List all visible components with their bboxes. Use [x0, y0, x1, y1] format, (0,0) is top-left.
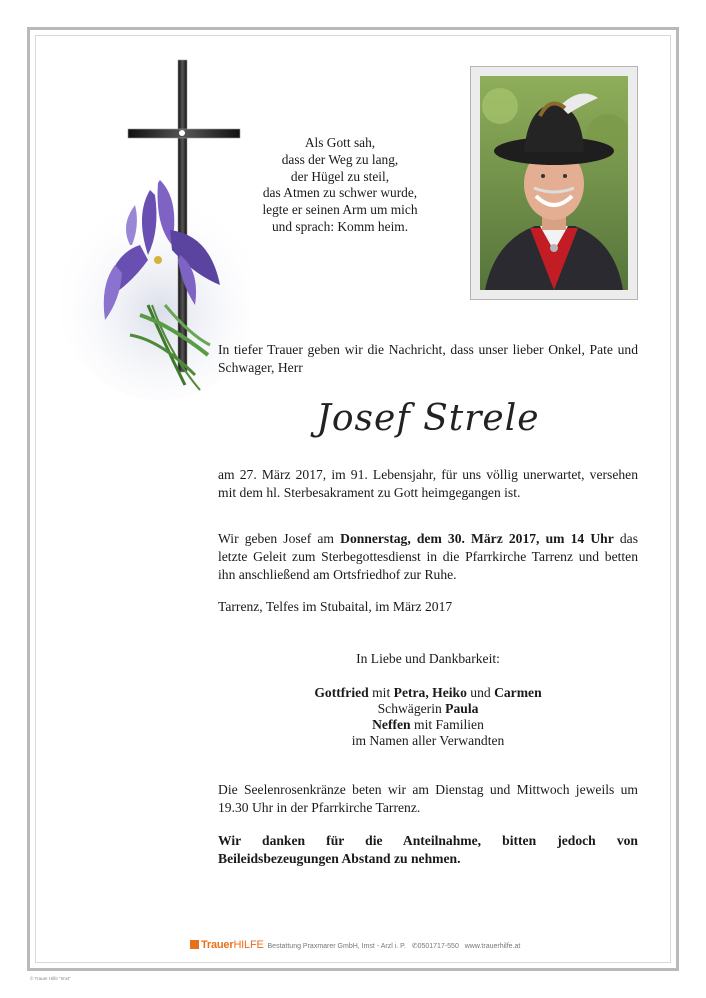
poem-line: und sprach: Komm heim. — [271, 218, 409, 234]
thanks-notice: Wir danken für die Anteilnahme, bitten jedoch von Beileidsbezeugungen Abstand zu nehmen. — [218, 833, 638, 866]
footer-phone: ✆0501717-550 — [411, 943, 459, 950]
funeral-date: Donnerstag, dem 30. März 2017, um 14 Uhr — [340, 531, 614, 546]
mourner-name: Gottfried — [314, 685, 369, 700]
portrait-photo-frame — [470, 66, 638, 300]
footer-website[interactable]: www.trauerhilfe.at — [464, 943, 521, 950]
footer — [190, 939, 520, 953]
trauerhilfe-logo — [190, 939, 264, 951]
mourner-name: Petra, Heiko — [393, 685, 467, 700]
mourner-name: Neffen — [372, 717, 411, 732]
copyright: © Trauer Hilfe "Imst" — [30, 976, 71, 981]
poem-line: das Atmen zu schwer wurde, — [262, 185, 418, 201]
funeral-text: das letzte Geleit zum Sterbegottesdienst in die Pfarrkirche Tarrenz und betten ihn anschließend am Ortsfriedhof zur Ruhe. — [218, 531, 638, 582]
mourner-text: und — [466, 685, 495, 700]
deceased-name — [218, 388, 638, 448]
mourner-name: Paula — [445, 701, 479, 716]
portrait-photo — [480, 76, 628, 290]
poem-line: Als Gott sah, — [304, 135, 376, 150]
poem-line: dass der Weg zu lang, — [281, 151, 399, 167]
footer-company: Bestattung Praxmarer GmbH, Imst - Arzl i. P. — [267, 943, 406, 950]
rosary-notice: Die Seelenrosenkränze beten wir am Dienstag und Mittwoch jeweils um 19.30 Uhr in der Pfarrkirche Tarrenz. — [218, 782, 638, 815]
poem-line: legte er seinen Arm um mich — [262, 202, 418, 218]
funeral-notice — [218, 530, 638, 584]
death-notice: am 27. März 2017, im 91. Lebensjahr, für uns völlig unerwartet, versehen mit dem hl. Sterbesakrament zu Gott heimgegangen ist. — [218, 467, 638, 500]
place-date: Tarrenz, Telfes im Stubaital, im März 2017 — [218, 599, 453, 614]
poem-line: der Hügel zu steil, — [290, 168, 390, 184]
deceased-name-text: Josef Strele — [316, 398, 540, 439]
mourner-text: mit Familien — [410, 717, 484, 732]
mourners-line: im Namen aller Verwandten — [351, 733, 505, 748]
mourner-text: Schwägerin — [377, 701, 446, 716]
mourner-text: mit — [368, 685, 394, 700]
logo-text: HILFE — [233, 939, 264, 951]
logo-text: Trauer — [201, 939, 234, 951]
mourner-name: Carmen — [494, 685, 542, 700]
intro-text: In tiefer Trauer geben wir die Nachricht, dass unser lieber Onkel, Pate und Schwager, Herr — [218, 342, 638, 375]
funeral-text: Wir geben Josef am — [218, 531, 341, 546]
cross-sparkle — [179, 130, 185, 136]
logo-icon — [190, 940, 199, 949]
mourners-heading: In Liebe und Dankbarkeit: — [356, 651, 500, 666]
poem — [250, 135, 430, 236]
